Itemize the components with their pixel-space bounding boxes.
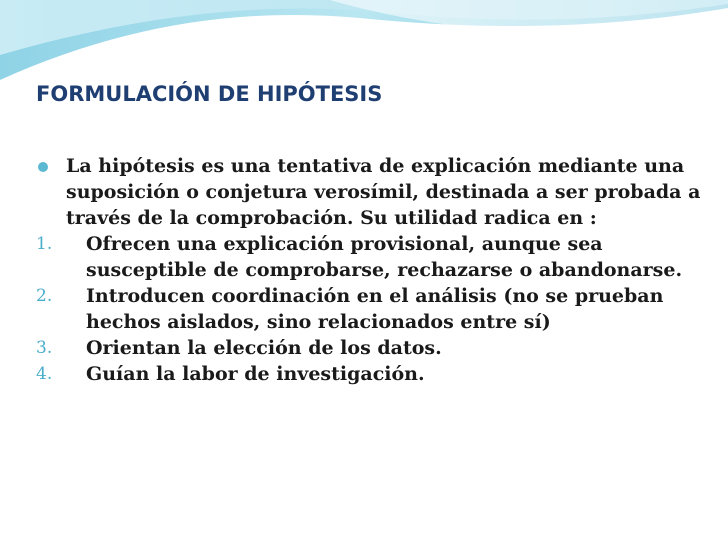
header-wave-decoration <box>0 0 728 90</box>
list-item-text: Guían la labor de investigación. <box>86 363 425 385</box>
list-item <box>36 231 706 283</box>
list-item <box>36 283 706 335</box>
list-number: 4. <box>36 364 53 384</box>
intro-paragraph <box>36 153 706 231</box>
list-number: 2. <box>36 286 53 306</box>
list-item-text: Ofrecen una explicación provisional, aunque sea susceptible de comprobarse, rechazarse o abandonarse. <box>86 233 683 281</box>
list-number: 1. <box>36 234 53 254</box>
filled-circle-bullet-icon <box>38 162 48 172</box>
list-item-text: Introducen coordinación en el análisis (no se prueban hechos aislados, sino relacionados entre sí) <box>86 285 664 333</box>
slide-title: FORMULACIÓN DE HIPÓTESIS <box>36 82 383 106</box>
list-item-text: Orientan la elección de los datos. <box>86 337 442 359</box>
list-item <box>36 335 706 361</box>
list-number: 3. <box>36 338 53 358</box>
list-item <box>36 361 706 387</box>
intro-text: La hipótesis es una tentativa de explicación mediante una suposición o conjetura verosímil, destinada a ser probada a través de la comprobación. Su utilidad radica en : <box>66 155 701 229</box>
slide-body <box>36 153 706 387</box>
